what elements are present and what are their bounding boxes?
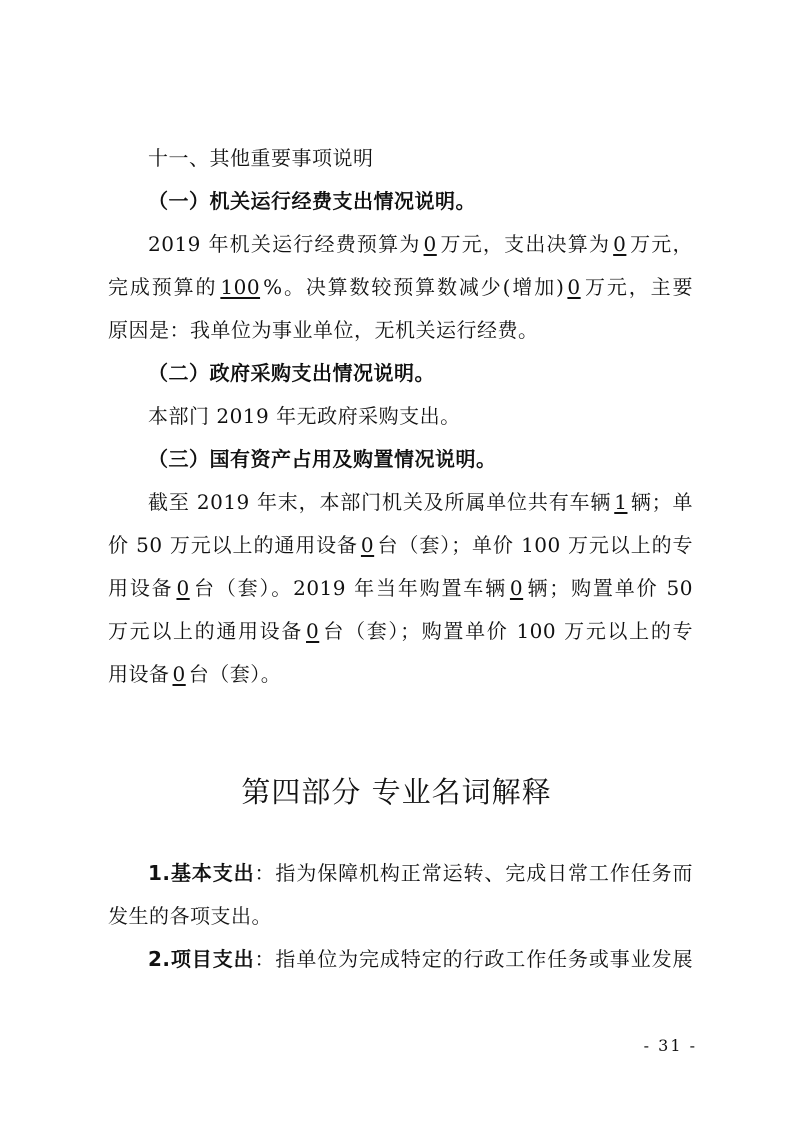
difference-value: 0 — [567, 275, 581, 299]
text-segment: 截至 2019 年末，本部门机关及所属单位共有车辆 — [148, 490, 612, 514]
paragraph-3-line-2 — [108, 530, 693, 560]
term-2-name: 2.项目支出 — [148, 947, 255, 971]
subsection-3-heading: （三）国有资产占用及购置情况说明。 — [148, 447, 497, 471]
general-equipment-value: 0 — [360, 533, 375, 557]
text-segment: 台（套）。2019 年当年购置车辆 — [192, 576, 507, 600]
part-title: 第四部分 专业名词解释 — [241, 775, 552, 809]
actual-value: 0 — [613, 232, 627, 256]
text-segment: 完成预算的 — [108, 275, 218, 299]
term-1-line-1 — [148, 858, 693, 888]
paragraph-3-line-5 — [108, 659, 693, 689]
text-segment: 用设备 — [108, 576, 174, 600]
text-segment: 台（套）。 — [188, 662, 282, 686]
text-segment: 台（套）；购置单价 100 万元以上的专 — [322, 619, 693, 643]
text-segment: 价 50 万元以上的通用设备 — [108, 533, 358, 557]
text-segment: 万元， — [629, 232, 694, 256]
purchased-special-value: 0 — [172, 662, 186, 686]
term-1-line-2: 发生的各项支出。 — [108, 904, 272, 928]
subsection-1-heading: （一）机关运行经费支出情况说明。 — [148, 189, 476, 213]
paragraph-3-line-3 — [108, 573, 693, 603]
budget-value: 0 — [423, 232, 437, 256]
completion-rate-value: 100 — [220, 275, 261, 299]
text-segment: 万元以上的通用设备 — [108, 619, 304, 643]
text-segment: 辆；单 — [630, 490, 694, 514]
paragraph-2: 本部门 2019 年无政府采购支出。 — [148, 404, 461, 428]
text-segment: 2019 年机关运行经费预算为 — [148, 232, 421, 256]
paragraph-1-line-1 — [148, 229, 693, 259]
term-2-definition: ：指单位为完成特定的行政工作任务或事业发展 — [254, 947, 694, 971]
section-heading: 十一、其他重要事项说明 — [148, 146, 374, 170]
text-segment: %。决算数较预算数减少(增加) — [263, 275, 565, 299]
subsection-2-heading: （二）政府采购支出情况说明。 — [148, 361, 435, 385]
page-number: - 31 - — [643, 1036, 697, 1055]
paragraph-3-line-1 — [148, 487, 693, 517]
term-2-line-1 — [148, 944, 693, 974]
paragraph-1-line-2 — [108, 272, 693, 302]
term-1-name: 1.基本支出 — [148, 861, 255, 885]
purchased-general-value: 0 — [306, 619, 320, 643]
special-equipment-value: 0 — [176, 576, 190, 600]
paragraph-1-line-3: 原因是：我单位为事业单位，无机关运行经费。 — [108, 318, 539, 342]
text-segment: 台（套）；单价 100 万元以上的专 — [377, 533, 693, 557]
paragraph-3-line-4 — [108, 616, 693, 646]
text-segment: 用设备 — [108, 662, 170, 686]
term-1-definition: ：指为保障机构正常运转、完成日常工作任务而 — [254, 861, 694, 885]
vehicles-value: 1 — [614, 490, 628, 514]
purchased-vehicles-value: 0 — [509, 576, 524, 600]
text-segment: 万元，主要 — [583, 275, 694, 299]
text-segment: 万元，支出决算为 — [439, 232, 611, 256]
text-segment: 辆；购置单价 50 — [526, 576, 694, 600]
